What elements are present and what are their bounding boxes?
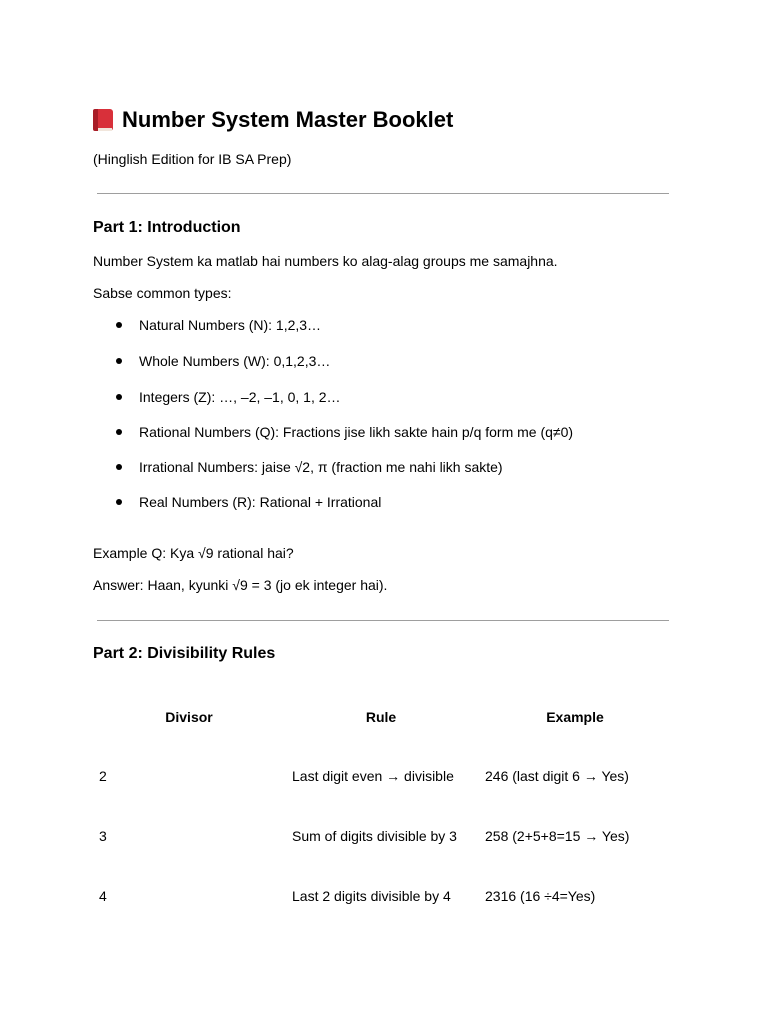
rule-cell: Sum of digits divisible by 3 (292, 828, 457, 844)
bullet-icon (116, 499, 122, 505)
closed-book-icon (93, 108, 114, 132)
divisor-cell: 4 (99, 888, 107, 904)
rule-cell: Last digit even → divisible (292, 768, 454, 784)
part1-types-lead: Sabse common types: (93, 285, 232, 301)
table-row (93, 767, 673, 785)
list-item-text: Real Numbers (R): Rational + Irrational (139, 494, 382, 510)
example-cell: 258 (2+5+8=15 → Yes) (485, 828, 630, 844)
example-question: Example Q: Kya √9 rational hai? (93, 545, 294, 561)
example-answer: Answer: Haan, kyunki √9 = 3 (jo ek integer hai). (93, 577, 388, 593)
bullet-icon (116, 429, 122, 435)
part1-heading: Part 1: Introduction (93, 219, 241, 236)
example-cell: 246 (last digit 6 → Yes) (485, 768, 629, 784)
table-row (93, 887, 673, 905)
bullet-icon (116, 322, 122, 328)
column-header-rule: Rule (365, 709, 397, 725)
bullet-icon (116, 358, 122, 364)
list-item-text: Integers (Z): …, –2, –1, 0, 1, 2… (139, 389, 341, 405)
bullet-icon (116, 464, 122, 470)
part1-intro-text: Number System ka matlab hai numbers ko alag-alag groups me samajhna. (93, 253, 558, 269)
divisor-cell: 2 (99, 768, 107, 784)
title-row (93, 106, 453, 134)
table-row (93, 827, 673, 845)
rule-cell: Last 2 digits divisible by 4 (292, 888, 451, 904)
list-item-text: Rational Numbers (Q): Fractions jise likh sakte hain p/q form me (q≠0) (139, 424, 574, 440)
column-header-divisor: Divisor (165, 709, 213, 725)
part2-heading: Part 2: Divisibility Rules (93, 645, 276, 662)
example-cell: 2316 (16 ÷4=Yes) (485, 888, 596, 904)
list-item-text: Whole Numbers (W): 0,1,2,3… (139, 353, 331, 369)
section-divider (97, 620, 669, 621)
section-divider (97, 193, 669, 194)
document-subtitle: (Hinglish Edition for IB SA Prep) (93, 151, 292, 167)
column-header-example: Example (546, 709, 604, 725)
list-item-text: Natural Numbers (N): 1,2,3… (139, 317, 322, 333)
bullet-icon (116, 394, 122, 400)
document-title: Number System Master Booklet (122, 107, 454, 132)
list-item-text: Irrational Numbers: jaise √2, π (fraction me nahi likh sakte) (139, 459, 503, 475)
divisor-cell: 3 (99, 828, 107, 844)
